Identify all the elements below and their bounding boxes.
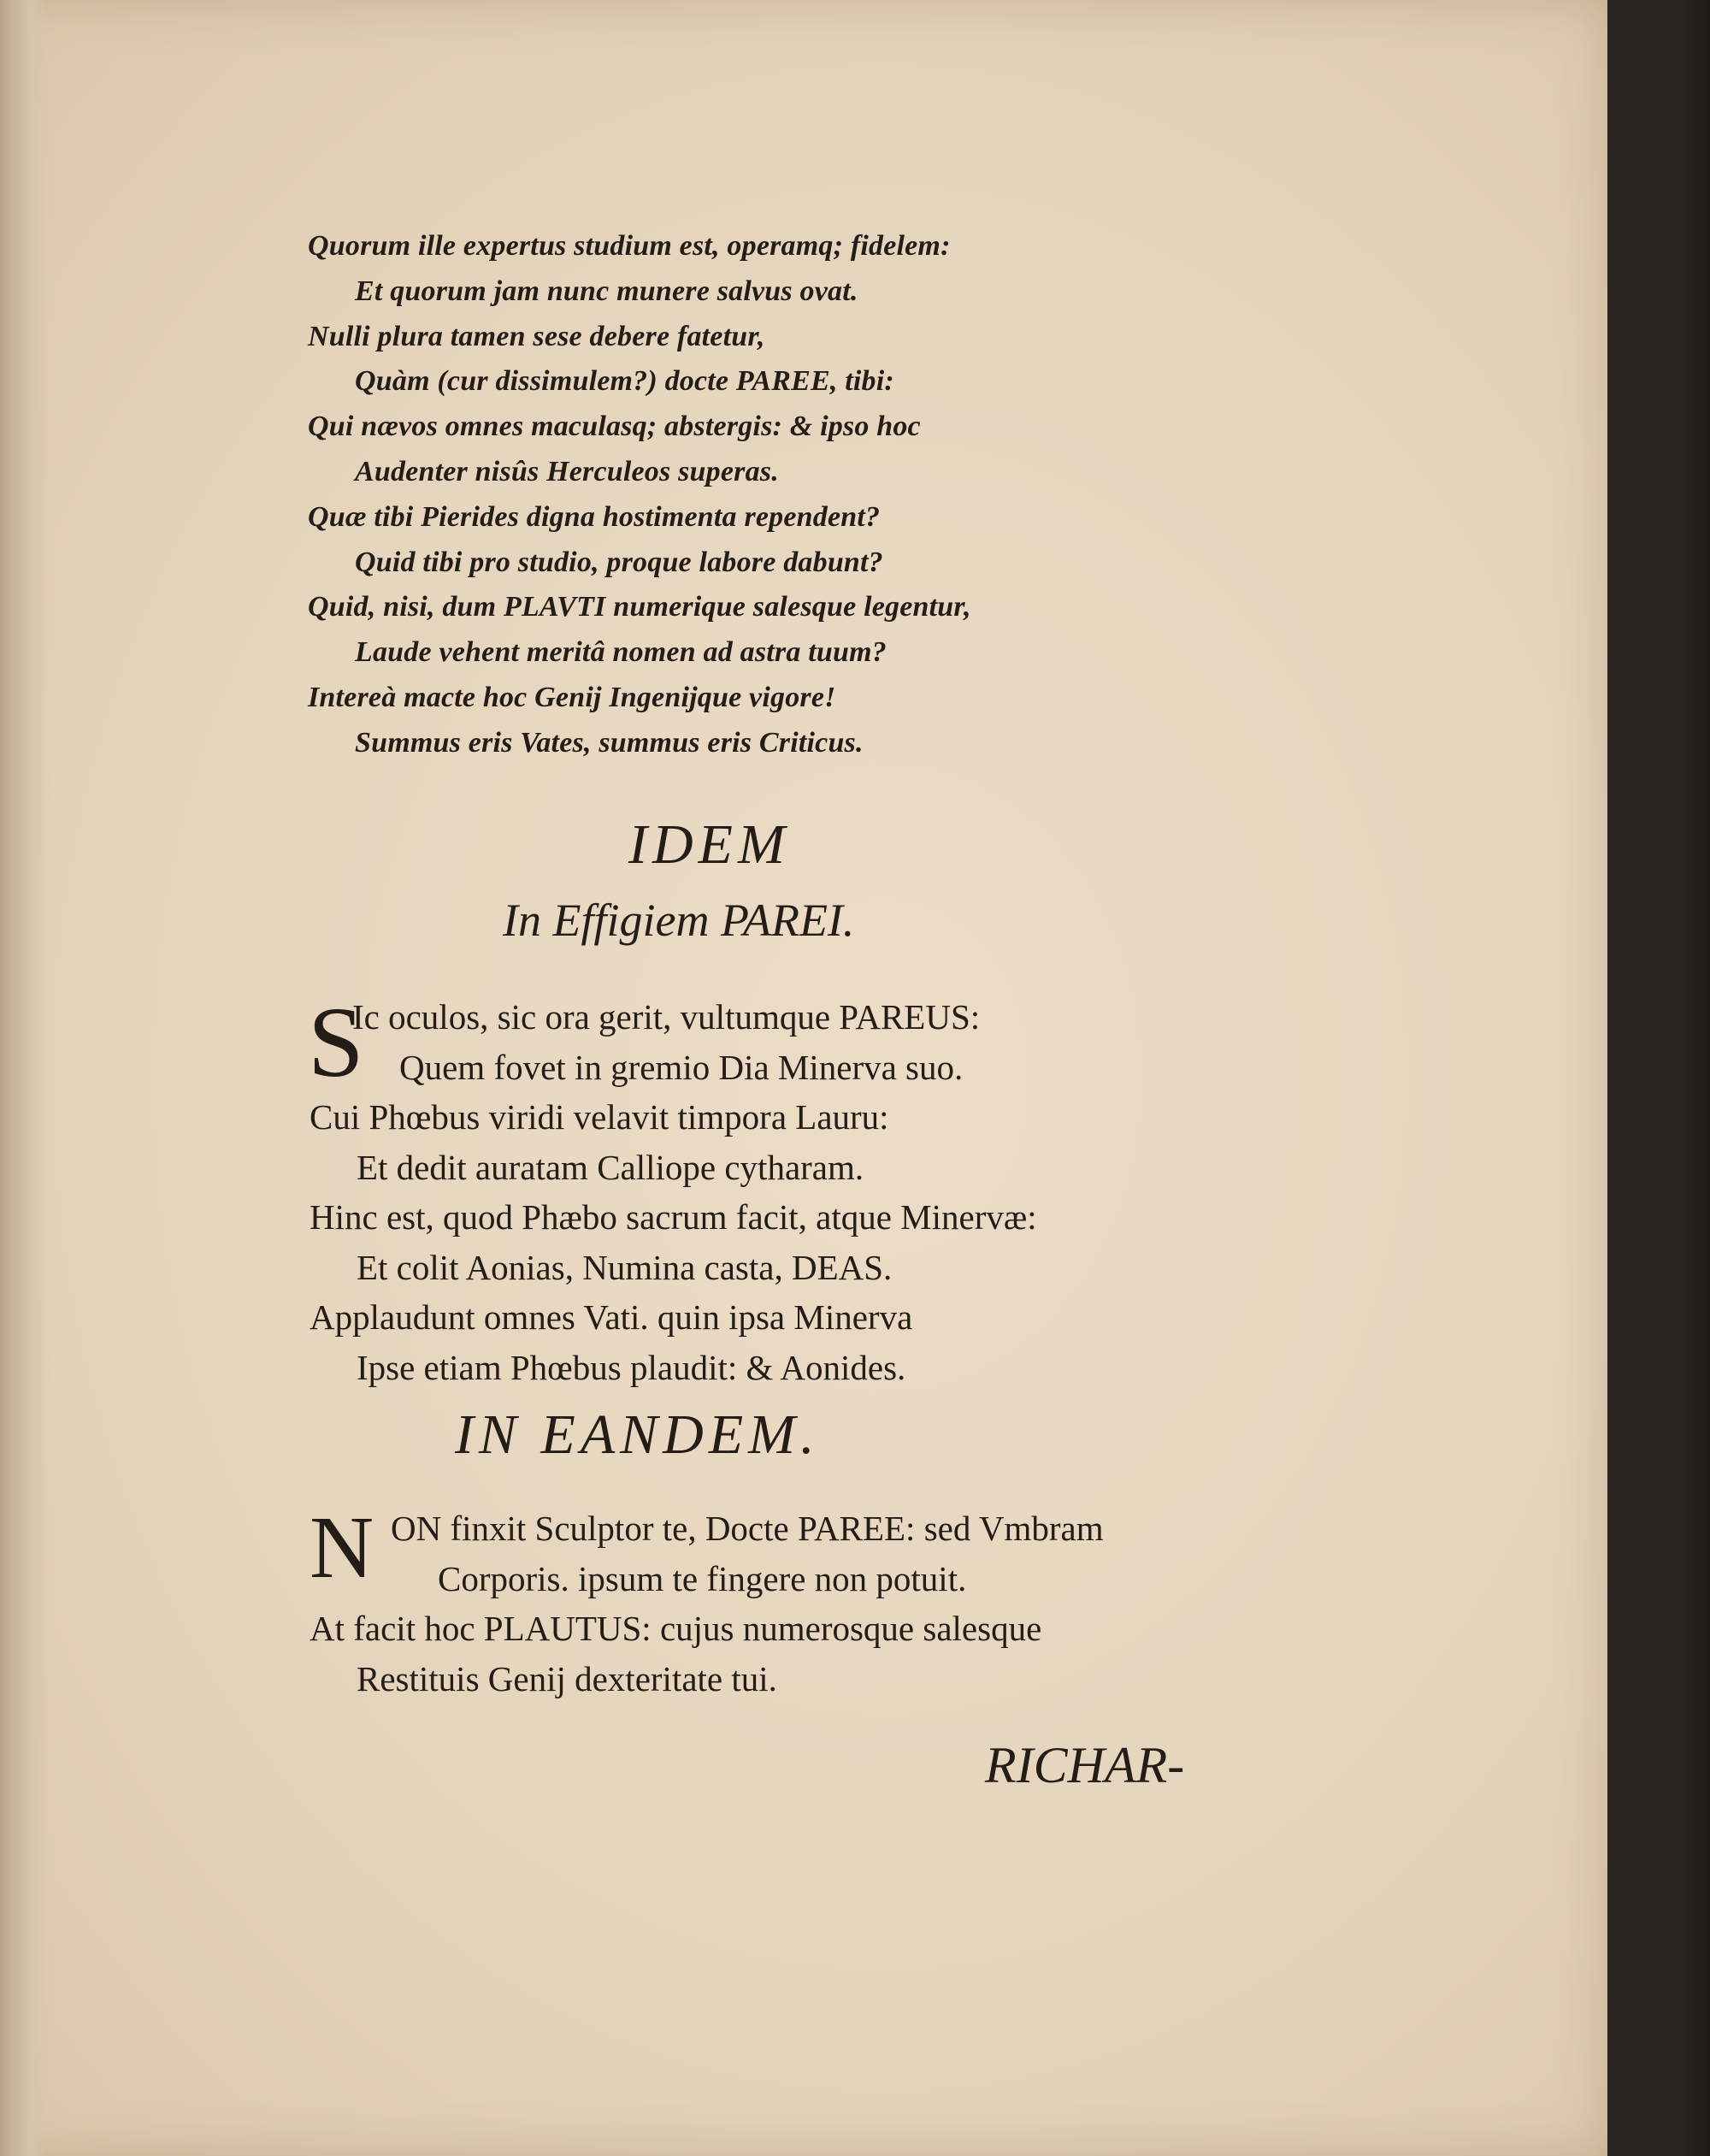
verse-line: Nulli plura tamen sese debere fatetur, bbox=[308, 320, 765, 352]
catchword: RICHAR- bbox=[985, 1737, 1185, 1793]
latin-verse bbox=[308, 224, 1206, 766]
verse-line: Et quorum jam nunc munere salvus ovat. bbox=[355, 275, 858, 307]
verse-line: Audenter nisûs Herculeos superas. bbox=[355, 455, 779, 487]
poem-line: Corporis. ipsum te fingere non potuit. bbox=[438, 1558, 967, 1598]
poem-line: At facit hoc PLAUTUS: cujus numerosque salesque bbox=[310, 1609, 1042, 1648]
poem-line: Quem fovet in gremio Dia Minerva suo. bbox=[399, 1047, 964, 1087]
book-edge bbox=[1607, 0, 1710, 2156]
poem-line: Ipse etiam Phœbus plaudit: & Aonides. bbox=[357, 1347, 906, 1387]
verse-line: Quid tibi pro studio, proque labore dabunt? bbox=[355, 546, 883, 578]
poem-line: Applaudunt omnes Vati. quin ipsa Minerva bbox=[310, 1297, 913, 1337]
poem-line: Et dedit auratam Calliope cytharam. bbox=[357, 1147, 864, 1187]
verse-line: Qui nævos omnes maculasq; abstergis: & ipso hoc bbox=[308, 411, 921, 443]
drop-capital-s: S bbox=[308, 986, 364, 1098]
drop-capital-n: N bbox=[310, 1498, 374, 1597]
poem-in-eandem bbox=[310, 1498, 1293, 1704]
heading-in-eandem: IN EANDEM. bbox=[455, 1403, 820, 1466]
poem-line: Et colit Aonias, Numina casta, DEAS. bbox=[357, 1247, 893, 1287]
verse-line: Summus eris Vates, summus eris Criticus. bbox=[355, 726, 864, 759]
poem-in-effigiem bbox=[308, 986, 1250, 1392]
poem-line: Cui Phœbus viridi velavit timpora Lauru: bbox=[310, 1097, 889, 1137]
verse-line: Quæ tibi Pierides digna hostimenta rependent? bbox=[308, 500, 881, 533]
verse-line: Quorum ille expertus studium est, operamq; fidelem: bbox=[308, 230, 951, 262]
verse-line: Laude vehent meritâ nomen ad astra tuum? bbox=[355, 636, 887, 669]
poem-line: Ic oculos, sic ora gerit, vultumque PAREUS: bbox=[352, 997, 981, 1037]
verse-line: Intereà macte hoc Genij Ingenijque vigore! bbox=[308, 681, 836, 713]
page-gutter bbox=[0, 0, 48, 2156]
verse-line: Quid, nisi, dum PLAVTI numerique salesque legentur, bbox=[308, 591, 971, 623]
poem-line: ON finxit Sculptor te, Docte PAREE: sed Vmbram bbox=[391, 1509, 1104, 1548]
poem-line: Restituis Genij dexteritate tui. bbox=[357, 1658, 777, 1698]
heading-idem: IDEM bbox=[628, 813, 790, 876]
heading-in-effigiem: In Effigiem PAREI. bbox=[503, 895, 855, 946]
verse-line: Quàm (cur dissimulem?) docte PAREE, tibi: bbox=[355, 365, 894, 398]
poem-line: Hinc est, quod Phæbo sacrum facit, atque Minervæ: bbox=[310, 1197, 1037, 1237]
